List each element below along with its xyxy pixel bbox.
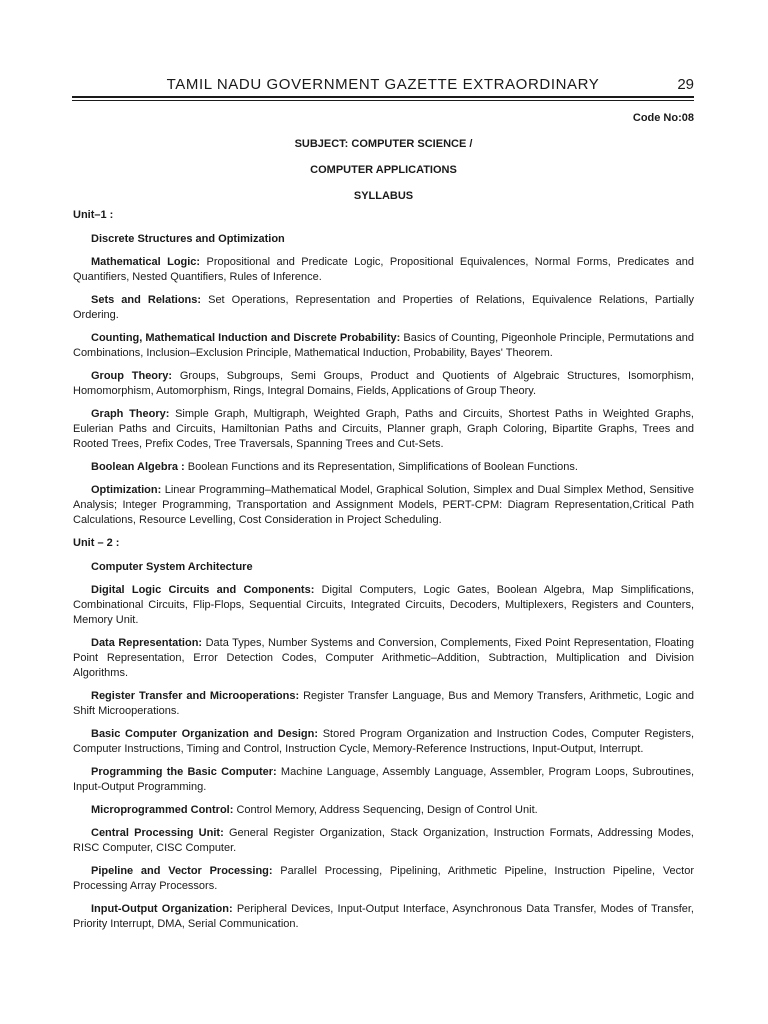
topic-text: Simple Graph, Multigraph, Weighted Graph, Paths and Circuits, Shortest Paths in Weighted Graphs, Eulerian Paths and Circuits, Hamiltonian Paths and Circuits, Planner graph, Graph Coloring, Bipartite Graphs, Trees and Rooted Trees, Prefix Codes, Tree Traversals, Spanning Trees and Cut-Sets. bbox=[73, 408, 694, 450]
topic-text: Set Operations, Representation and Properties of Relations, Equivalence Relations, Partially Ordering. bbox=[73, 294, 695, 321]
topic-heading: Register Transfer and Microoperations: bbox=[91, 690, 300, 702]
topic-heading: Graph Theory: bbox=[91, 408, 170, 420]
header-rule-thin bbox=[72, 100, 694, 101]
topic-heading: Central Processing Unit: bbox=[91, 827, 224, 839]
unit2-topic bbox=[73, 727, 694, 757]
topic-heading: Boolean Algebra : bbox=[91, 461, 185, 473]
topic-heading: Basic Computer Organization and Design: bbox=[91, 728, 319, 740]
topic-heading: Counting, Mathematical Induction and Discrete Probability: bbox=[91, 332, 401, 344]
unit2-topic bbox=[73, 583, 694, 628]
topic-text: Stored Program Organization and Instruction Codes, Computer Registers, Computer Instructions, Timing and Control, Instruction Cycle, Memory-Reference Instructions, Input-Output, Interrupt. bbox=[73, 728, 695, 755]
page-header bbox=[72, 76, 694, 98]
unit1-topic bbox=[73, 483, 694, 528]
topic-heading: Group Theory: bbox=[91, 370, 173, 382]
topic-heading: Programming the Basic Computer: bbox=[91, 766, 277, 778]
topic-heading: Sets and Relations: bbox=[91, 294, 202, 306]
topic-text: Boolean Functions and its Representation, Simplifications of Boolean Functions. bbox=[184, 461, 578, 473]
unit2-topic bbox=[73, 689, 694, 719]
unit2-topic bbox=[73, 826, 694, 856]
gazette-title: TAMIL NADU GOVERNMENT GAZETTE EXTRAORDINARY bbox=[166, 76, 600, 93]
topic-text: Propositional and Predicate Logic, Propositional Equivalences, Normal Forms, Predicates and Quantifiers, Nested Quantifiers, Rules of Inference. bbox=[73, 256, 694, 283]
unit1-topic bbox=[73, 255, 694, 285]
topic-heading: Pipeline and Vector Processing: bbox=[91, 865, 273, 877]
unit2-label: Unit – 2 : bbox=[73, 537, 120, 549]
topic-text: Groups, Subgroups, Semi Groups, Product and Quotients of Algebraic Structures, Isomorphism, Homomorphism, Automorphism, Rings, Integral Domains, Fields, Applications of Group Theory. bbox=[73, 370, 694, 397]
subject-heading-line1: SUBJECT: COMPUTER SCIENCE / bbox=[294, 138, 473, 150]
unit2-title: Computer System Architecture bbox=[91, 561, 253, 573]
header-rule-thick bbox=[72, 96, 694, 98]
unit1-topic bbox=[73, 331, 694, 361]
unit1-label: Unit–1 : bbox=[73, 209, 114, 221]
topic-text: Digital Computers, Logic Gates, Boolean Algebra, Map Simplifications, Combinational Circuits, Flip-Flops, Sequential Circuits, Integrated Circuits, Decoders, Multiplexers, Registers and Counters, Memory Unit. bbox=[73, 584, 695, 626]
topic-text: Machine Language, Assembly Language, Assembler, Program Loops, Subroutines, Input-Output Programming. bbox=[73, 766, 694, 793]
topic-text: General Register Organization, Stack Organization, Instruction Formats, Addressing Modes, RISC Computer, CISC Computer. bbox=[73, 827, 694, 854]
unit1-topic bbox=[73, 369, 694, 399]
unit1-topic bbox=[73, 407, 694, 452]
unit2-topic bbox=[73, 902, 694, 932]
topic-text: Register Transfer Language, Bus and Memory Transfers, Arithmetic, Logic and Shift Microoperations. bbox=[73, 690, 694, 717]
topic-heading: Microprogrammed Control: bbox=[91, 804, 234, 816]
topic-text: Parallel Processing, Pipelining, Arithmetic Pipeline, Instruction Pipeline, Vector Processing Array Processors. bbox=[73, 865, 695, 892]
topic-heading: Digital Logic Circuits and Components: bbox=[91, 584, 315, 596]
topic-text: Control Memory, Address Sequencing, Design of Control Unit. bbox=[233, 804, 538, 816]
topic-text: Linear Programming–Mathematical Model, Graphical Solution, Simplex and Dual Simplex Method, Sensitive Analysis; Integer Programming, Transportation and Assignment Models, PERT-CPM: Diagram Representation,Critical Path Calculations, Resource Levelling, Cost Consideration in Project Scheduling. bbox=[73, 484, 694, 526]
unit2-topic bbox=[73, 864, 694, 894]
syllabus-heading: SYLLABUS bbox=[353, 190, 414, 202]
document-body bbox=[73, 111, 694, 940]
topic-heading: Data Representation: bbox=[91, 637, 203, 649]
topic-heading: Optimization: bbox=[91, 484, 162, 496]
unit2-topic bbox=[73, 803, 694, 818]
unit1-title: Discrete Structures and Optimization bbox=[91, 233, 285, 245]
topic-text: Data Types, Number Systems and Conversion, Complements, Fixed Point Representation, Floating Point Representation, Error Detection Codes, Computer Arithmetic–Addition, Subtraction, Multiplication and Division Algorithms. bbox=[73, 637, 694, 679]
topic-text: Peripheral Devices, Input-Output Interface, Asynchronous Data Transfer, Modes of Transfer, Priority Interrupt, DMA, Serial Communication. bbox=[73, 903, 694, 930]
topic-text: Basics of Counting, Pigeonhole Principle, Permutations and Combinations, Inclusion–Exclusion Principle, Mathematical Induction, Probability, Bayes' Theorem. bbox=[73, 332, 694, 359]
page-number: 29 bbox=[677, 76, 694, 93]
code-number: Code No:08 bbox=[632, 112, 694, 124]
subject-heading-line2: COMPUTER APPLICATIONS bbox=[310, 164, 457, 176]
topic-heading: Mathematical Logic: bbox=[91, 256, 201, 268]
topic-heading: Input-Output Organization: bbox=[91, 903, 233, 915]
unit2-topic bbox=[73, 765, 694, 795]
unit1-topic bbox=[73, 293, 694, 323]
unit2-topic bbox=[73, 636, 694, 681]
unit1-topic bbox=[73, 460, 694, 475]
